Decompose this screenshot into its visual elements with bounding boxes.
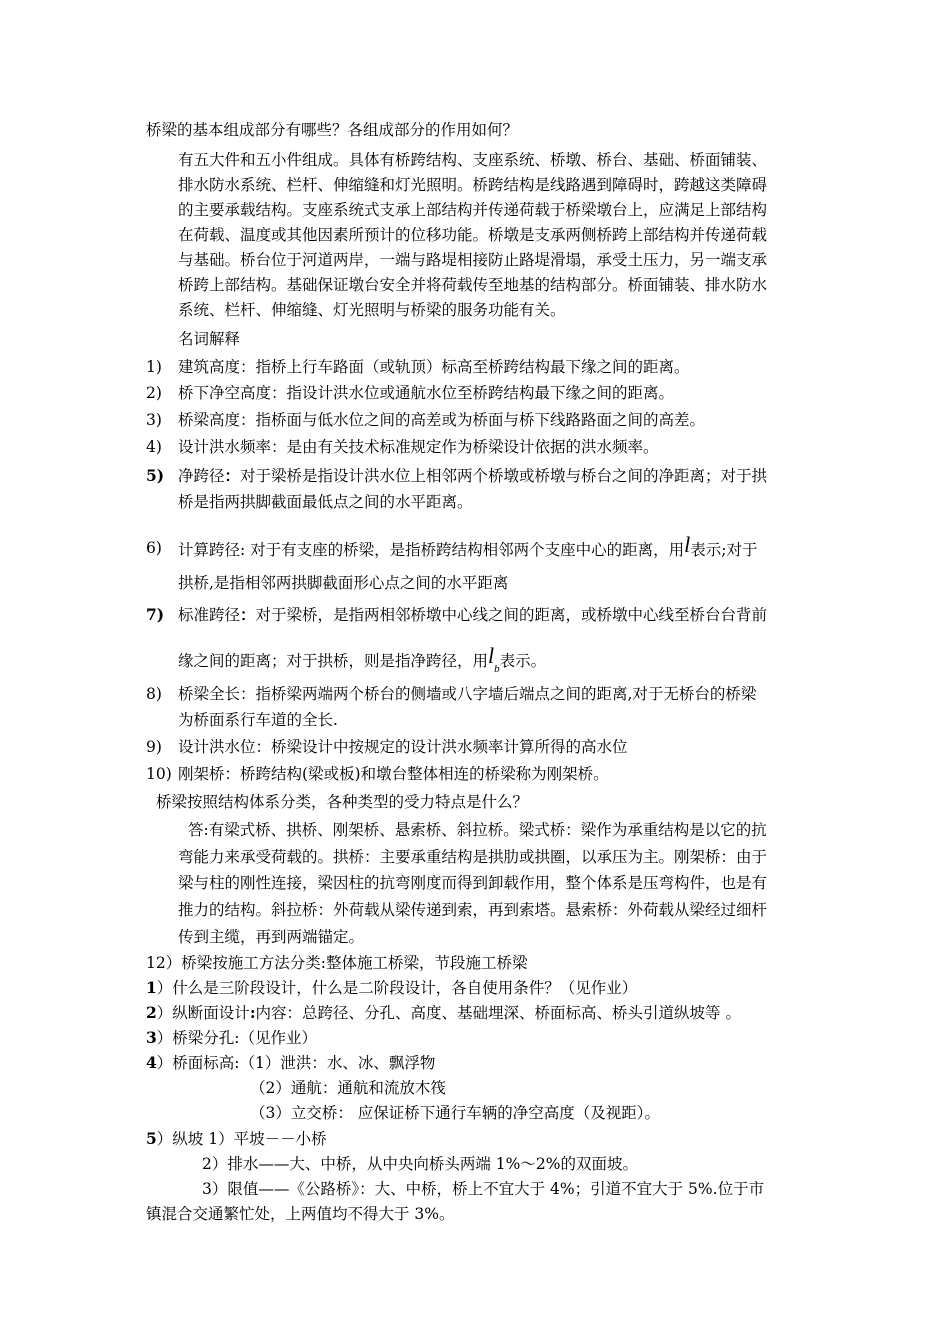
list-number: 1) [146, 358, 162, 376]
term-text: 表示;对于 [690, 541, 758, 559]
term-definition-cont: 拱桥,是指相邻两拱脚截面形心点之间的水平距离 [178, 574, 509, 592]
answer-line: 排水防水系统、栏杆、伸缩缝和灯光照明。桥跨结构是线路遇到障碍时，跨越这类障碍 [178, 176, 768, 194]
list-number: 9) [146, 738, 162, 756]
list-number: 7) [146, 605, 165, 624]
question-title: 桥梁的基本组成部分有哪些？各组成部分的作用如何？ [146, 121, 519, 139]
term-text: 对于梁桥，是指两相邻桥墩中心线之间的距离，或桥墩中心线至桥台台背前 [255, 606, 768, 624]
list-number: 4) [146, 438, 162, 456]
design-item [146, 1026, 317, 1050]
term-definition: 桥梁全长：指桥梁两端两个桥台的侧墙或八字墙后端点之间的距离,对于无桥台的桥梁 [178, 685, 757, 703]
design-item [146, 1051, 435, 1075]
section-heading: 名词解释 [178, 330, 241, 348]
design-item [146, 1127, 327, 1151]
list-number: 6) [146, 539, 162, 557]
answer-line: 系统、栏杆、伸缩缝、灯光照明与桥梁的服务功能有关。 [178, 301, 566, 319]
term-text: 计算跨径: 对于有支座的桥梁，是指桥跨结构相邻两个支座中心的距离，用 [178, 541, 685, 559]
answer-line: 与基础。桥台位于河道两岸，一端与路堤相接防止路堤滑塌，承受土压力，另一端支承 [178, 251, 768, 269]
term-definition: 桥梁高度：指桥面与低水位之间的高差或为桥面与桥下线路路面之间的高差。 [178, 411, 706, 429]
item-text: 内容：总跨径、分孔、高度、基础埋深、桥面标高、桥头引道纵坡等 。 [255, 1004, 741, 1022]
item-colon: : [249, 1003, 256, 1022]
answer-line: 在荷载、温度或其他因素所预计的位移功能。桥墩是支承两侧桥跨上部结构并传递荷载 [178, 226, 768, 244]
term-colon: ： [240, 605, 256, 624]
term-definition: 桥下净空高度：指设计洪水位或通航水位至桥跨结构最下缘之间的距离。 [178, 384, 675, 402]
term-definition: 设计洪水位：桥梁设计中按规定的设计洪水频率计算所得的高水位 [178, 738, 628, 756]
term-name: 标准跨径 [178, 606, 241, 624]
item-number: 1 [146, 978, 157, 997]
question-title: 桥梁按照结构体系分类，各种类型的受力特点是什么？ [156, 793, 529, 811]
term-definition-cont: 桥是指两拱脚截面最低点之间的水平距离。 [178, 493, 473, 511]
item-text: ）桥面标高:（1）泄洪：水、冰、飘浮物 [156, 1054, 436, 1072]
design-subitem: （3）立交桥： 应保证桥下通行车辆的净空高度（及视距）。 [250, 1104, 661, 1122]
list-number: 5) [146, 466, 165, 485]
term-definition: 刚架桥：桥跨结构(梁或板)和墩台整体相连的桥梁称为刚架桥。 [178, 765, 609, 783]
design-subitem: 3）限值——《公路桥》：大、中桥，桥上不宜大于 4%；引道不宜大于 5%.位于市 [202, 1180, 765, 1198]
answer-line: 梁与柱的刚性连接，梁因柱的抗弯刚度而得到卸载作用，整个体系是压弯构件，也是有 [178, 874, 768, 892]
answer-line: 桥跨上部结构。基础保证墩台安全并将荷载传至地基的结构部分。桥面铺装、排水防水 [178, 276, 768, 294]
span-symbol-subscript: b [494, 663, 500, 675]
answer-line: 弯能力来承受荷载的。拱桥：主要承重结构是拱肋或拱圈，以承压为主。刚架桥：由于 [178, 848, 768, 866]
answer-line: 答:有梁式桥、拱桥、刚架桥、悬索桥、斜拉桥。梁式桥：梁作为承重结构是以它的抗 [188, 821, 767, 839]
design-subitem: 2）排水——大、中桥，从中央向桥头两端 1%～2%的双面坡。 [202, 1155, 638, 1173]
construction-classification: 12）桥梁按施工方法分类:整体施工桥梁，节段施工桥梁 [146, 954, 528, 972]
term-name: 净跨径 [178, 467, 225, 485]
answer-line: 推力的结构。斜拉桥：外荷载从梁传递到索，再到索塔。悬索桥：外荷载从梁经过细杆 [178, 901, 768, 919]
term-definition: 建筑高度：指桥上行车路面（或轨顶）标高至桥跨结构最下缘之间的距离。 [178, 358, 690, 376]
span-symbol: l [684, 532, 691, 557]
item-number: 2 [146, 1003, 157, 1022]
list-number: 8) [146, 685, 162, 703]
term-text: 缘之间的距离；对于拱桥，则是指净跨径，用 [178, 652, 489, 670]
answer-line: 传到主缆，再到两端锚定。 [178, 928, 365, 946]
item-text: ）纵断面设计 [156, 1004, 250, 1022]
term-definition [178, 603, 767, 627]
term-definition [178, 464, 767, 488]
list-number: 3) [146, 411, 162, 429]
term-colon: ： [224, 466, 241, 485]
design-subitem-cont: 镇混合交通繁忙处，上两值均不得大于 3%。 [146, 1205, 455, 1223]
item-text: ）纵坡 1）平坡－－小桥 [156, 1130, 327, 1148]
span-symbol: l [488, 643, 495, 668]
item-number: 3 [146, 1028, 157, 1047]
term-definition: 设计洪水频率：是由有关技术标准规定作为桥梁设计依据的洪水频率。 [178, 438, 659, 456]
item-text: ）什么是三阶段设计，什么是二阶段设计，各自使用条件？（见作业） [156, 979, 638, 997]
list-number: 2) [146, 384, 162, 402]
term-definition-cont: 为桥面系行车道的全长. [178, 711, 338, 729]
item-number: 4 [146, 1053, 157, 1072]
answer-line: 有五大件和五小件组成。具体有桥跨结构、支座系统、桥墩、桥台、基础、桥面铺装、 [178, 151, 768, 169]
list-number: 10) [146, 765, 172, 783]
answer-line: 的主要承载结构。支座系统式支承上部结构并传递荷载于桥梁墩台上，应满足上部结构 [178, 201, 768, 219]
term-text: 对于梁桥是指设计洪水位上相邻两个桥墩或桥墩与桥台之间的净距离；对于拱 [240, 467, 768, 485]
term-definition-cont [178, 643, 547, 675]
term-definition [178, 532, 758, 562]
item-text: ）桥梁分孔:（见作业） [156, 1029, 318, 1047]
term-text: 表示。 [499, 652, 547, 670]
design-subitem: （2）通航：通航和流放木筏 [250, 1079, 446, 1097]
item-number: 5 [146, 1129, 157, 1148]
design-item [146, 1001, 741, 1025]
design-item [146, 976, 637, 1000]
